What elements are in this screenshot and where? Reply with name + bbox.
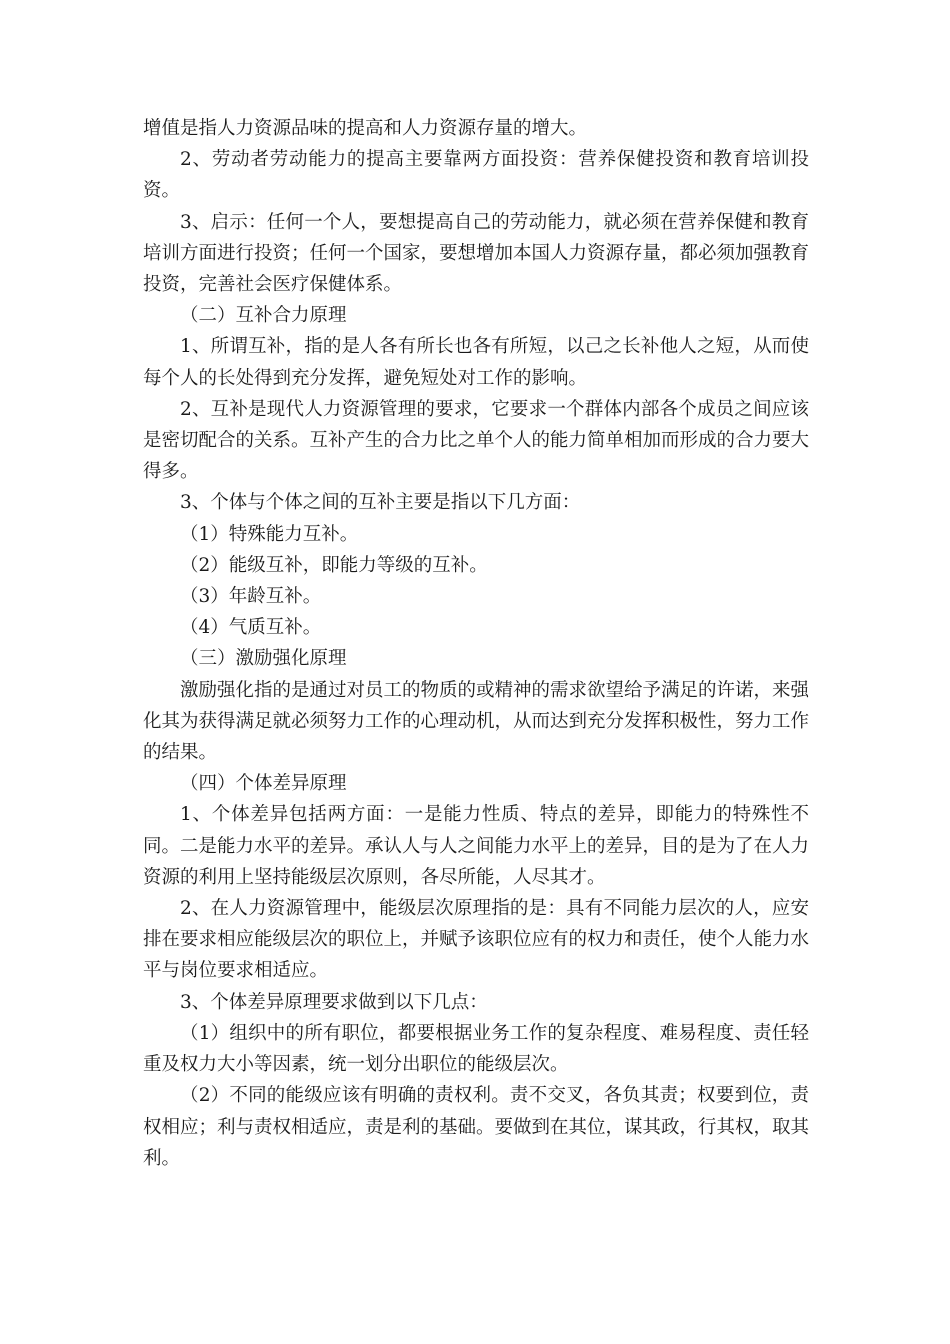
list-item-4: （4）气质互补。 — [180, 617, 322, 639]
list-item-1: （1）特殊能力互补。 — [180, 523, 359, 545]
paragraph-1: 2、劳动者劳动能力的提高主要靠两方面投资：营养保健投资和教育培训投资。 — [143, 149, 809, 202]
paragraph-0: 增值是指人力资源品味的提高和人力资源存量的增大。 — [143, 118, 588, 139]
paragraph-6: 3、个体与个体之间的互补主要是指以下几方面： — [180, 492, 581, 514]
paragraph-16: 3、个体差异原理要求做到以下几点： — [180, 991, 488, 1013]
paragraph-4: 1、所谓互补，指的是人各有所长也各有所短，以己之长补他人之短，从而使每个人的长处得到充分发挥，避免短处对工作的影响。 — [143, 336, 809, 389]
list-item-3: （3）年龄互补。 — [180, 586, 322, 608]
paragraph-2: 3、启示：任何一个人，要想提高自己的劳动能力，就必须在营养保健和教育培训方面进行投资；任何一个国家，要想增加本国人力资源存量，都必须加强教育投资，完善社会医疗保健体系。 — [143, 211, 810, 296]
section-heading-2: （二）互补合力原理 — [180, 305, 347, 327]
section-heading-4: （四）个体差异原理 — [180, 773, 347, 795]
list-item-5: （1）组织中的所有职位，都要根据业务工作的复杂程度、难易程度、责任轻重及权力大小等因素，统一划分出职位的能级层次。 — [143, 1022, 809, 1076]
section-heading-3: （三）激励强化原理 — [180, 648, 347, 670]
document-page — [143, 113, 809, 1174]
paragraph-14: 1、个体差异包括两方面：一是能力性质、特点的差异，即能力的特殊性不同。二是能力水平的差异。承认人与人之间能力水平上的差异，目的是为了在人力资源的利用上坚持能级层次原则，各尽所能，人尽其才。 — [143, 804, 810, 888]
paragraph-5: 2、互补是现代人力资源管理的要求，它要求一个群体内部各个成员之间应该是密切配合的关系。互补产生的合力比之单个人的能力简单相加而形成的合力要大得多。 — [143, 398, 810, 483]
paragraph-12: 激励强化指的是通过对员工的物质的或精神的需求欲望给予满足的许诺，来强化其为获得满足就必须努力工作的心理动机，从而达到充分发挥积极性，努力工作的结果。 — [143, 679, 810, 764]
list-item-2: （2）能级互补，即能力等级的互补。 — [180, 554, 488, 576]
list-item-6: （2）不同的能级应该有明确的责权利。责不交叉，各负其责；权要到位，责权相应；利与责权相适应，责是利的基础。要做到在其位，谋其政，行其权，取其利。 — [143, 1085, 810, 1169]
paragraph-15: 2、在人力资源管理中，能级层次原理指的是：具有不同能力层次的人，应安排在要求相应能级层次的职位上，并赋予该职位应有的权力和责任，使个人能力水平与岗位要求相适应。 — [143, 898, 810, 982]
